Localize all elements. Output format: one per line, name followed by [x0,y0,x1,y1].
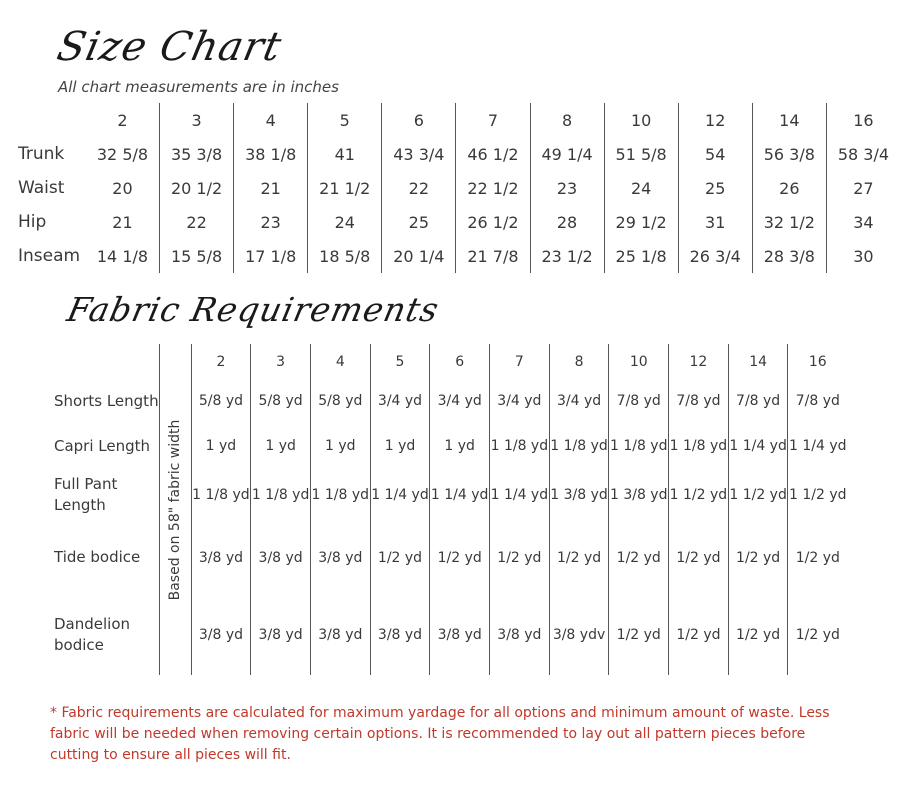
fabric-header-corner [54,344,159,380]
size-cell: 23 [530,171,604,205]
fabric-cell: 1 1/8 yd [251,470,311,520]
size-header-cell: 16 [826,103,900,137]
fabric-cell: 3/8 ydv [549,595,609,675]
fabric-row-label-line: Dandelion [54,615,131,633]
fabric-cell: 1/2 yd [609,595,669,675]
fabric-cell: 1 1/4 yd [788,422,847,470]
fabric-width-note-cell [159,344,191,675]
fabric-cell: 5/8 yd [310,380,370,422]
fabric-requirements-table [54,344,847,675]
fabric-cell: 1/2 yd [728,520,788,595]
size-cell: 28 3/8 [752,239,826,273]
size-cell: 25 [678,171,752,205]
size-cell: 21 [112,212,133,232]
size-header-row [18,103,900,137]
fabric-cell: 1 yd [310,422,370,470]
size-cell: 43 3/4 [382,137,456,171]
fabric-cell: 3/8 yd [191,595,251,675]
size-cell: 58 3/4 [826,137,900,171]
fabric-header-cell: 4 [310,344,370,380]
fabric-cell: 1/2 yd [430,520,490,595]
fabric-cell: 7/8 yd [728,380,788,422]
fabric-cell: 3/8 yd [310,595,370,675]
fabric-cell: 1/2 yd [669,595,729,675]
size-cell: 21 7/8 [456,239,530,273]
fabric-cell: 3/4 yd [430,380,490,422]
fabric-row-label-line: Tide bodice [54,548,141,566]
fabric-cell: 1 1/8 yd [669,422,729,470]
fabric-cell: 3/8 yd [310,520,370,595]
fabric-row-label [54,470,159,520]
fabric-cell: 7/8 yd [609,380,669,422]
size-cell: 15 5/8 [160,239,234,273]
fabric-cell: 1 1/4 yd [490,470,550,520]
size-cell: 24 [308,205,382,239]
size-cell: 23 [234,205,308,239]
fabric-cell: 3/4 yd [370,380,430,422]
size-cell: 23 1/2 [530,239,604,273]
fabric-cell: 1 1/8 yd [191,470,251,520]
size-header-cell: 2 [117,110,128,130]
fabric-header-cell: 2 [191,344,251,380]
fabric-cell: 1 yd [430,422,490,470]
size-cell: 31 [678,205,752,239]
fabric-cell: 3/4 yd [490,380,550,422]
fabric-header-cell: 12 [669,344,729,380]
size-cell: 20 [112,178,133,198]
fabric-cell: 1 1/2 yd [728,470,788,520]
size-cell: 28 [530,205,604,239]
size-cell: 24 [604,171,678,205]
fabric-cell: 1 yd [191,422,251,470]
size-cell: 51 5/8 [604,137,678,171]
size-header-cell: 8 [530,103,604,137]
fabric-header-cell: 6 [430,344,490,380]
size-cell: 30 [826,239,900,273]
size-cell: 32 5/8 [96,144,149,164]
size-cell: 22 [382,171,456,205]
fabric-cell: 1 yd [251,422,311,470]
fabric-cell: 1/2 yd [669,520,729,595]
fabric-cell: 1/2 yd [788,595,847,675]
fabric-width-note: Based on 58" fabric width [167,419,184,600]
size-row-label: Waist [18,178,65,198]
fabric-cell: 1/2 yd [490,520,550,595]
size-cell: 21 1/2 [308,171,382,205]
size-cell: 25 [382,205,456,239]
fabric-cell: 1/2 yd [370,520,430,595]
fabric-row-label-line: Length [54,496,106,514]
size-row-label: Hip [18,212,47,232]
fabric-row-label [54,422,159,470]
size-header-cell: 7 [456,103,530,137]
fabric-cell: 5/8 yd [251,380,311,422]
fabric-cell: 1 3/8 yd [549,470,609,520]
size-header-corner [18,103,86,137]
size-cell: 54 [678,137,752,171]
size-cell: 26 1/2 [456,205,530,239]
fabric-header-cell: 16 [788,344,847,380]
fabric-requirements-title: Fabric Requirements [63,290,443,329]
size-cell: 17 1/8 [234,239,308,273]
size-cell: 49 1/4 [530,137,604,171]
size-cell: 20 1/2 [160,171,234,205]
size-chart-table [18,103,900,273]
fabric-cell: 3/8 yd [490,595,550,675]
fabric-cell: 3/8 yd [251,520,311,595]
size-row [18,171,900,205]
fabric-header-cell: 14 [728,344,788,380]
fabric-cell: 1 yd [370,422,430,470]
size-cell: 26 [752,171,826,205]
size-cell: 38 1/8 [234,137,308,171]
fabric-note: * Fabric requirements are calculated for maximum yardage for all options and minimum amount of waste. Less fabric will be needed when removing certain options. It is recommended to lay out all pattern pieces before cutting to ensure all pieces will fit. [50,705,830,763]
fabric-row-label-line: Shorts Length [54,391,159,410]
size-cell: 22 1/2 [456,171,530,205]
fabric-row-label [54,595,159,675]
size-cell: 29 1/2 [604,205,678,239]
fabric-row-label-line: Full Pant [54,475,118,493]
size-cell: 26 3/4 [678,239,752,273]
fabric-cell: 5/8 yd [191,380,251,422]
size-row-label: Inseam [18,246,81,266]
fabric-cell: 1/2 yd [788,520,847,595]
fabric-cell: 1 1/4 yd [370,470,430,520]
fabric-header-cell: 5 [370,344,430,380]
fabric-cell: 1 1/8 yd [549,422,609,470]
fabric-header-cell: 7 [490,344,550,380]
size-header-cell: 3 [160,103,234,137]
fabric-cell: 1 1/2 yd [788,470,847,520]
size-header-cell: 12 [678,103,752,137]
fabric-cell: 1 1/8 yd [609,422,669,470]
size-cell: 32 1/2 [752,205,826,239]
fabric-cell: 1/2 yd [609,520,669,595]
fabric-row-label [54,520,159,595]
size-header-cell: 14 [752,103,826,137]
fabric-cell: 1 1/2 yd [669,470,729,520]
size-chart-subtitle: All chart measurements are in inches [58,78,339,96]
size-cell: 46 1/2 [456,137,530,171]
size-cell: 41 [308,137,382,171]
size-cell: 35 3/8 [160,137,234,171]
size-cell: 25 1/8 [604,239,678,273]
fabric-cell: 3/8 yd [251,595,311,675]
fabric-cell: 7/8 yd [788,380,847,422]
fabric-cell: 1/2 yd [549,520,609,595]
size-row-label: Trunk [18,144,65,164]
fabric-header-cell: 10 [609,344,669,380]
size-header-cell: 4 [234,103,308,137]
fabric-header-cell: 8 [549,344,609,380]
size-row [18,205,900,239]
fabric-cell: 1 3/8 yd [609,470,669,520]
fabric-row-label-line: bodice [54,636,104,654]
size-header-cell: 5 [308,103,382,137]
size-cell: 27 [826,171,900,205]
size-header-cell: 6 [382,103,456,137]
fabric-row-label-line: Capri Length [54,436,151,455]
size-cell: 20 1/4 [382,239,456,273]
size-header-cell: 10 [604,103,678,137]
size-cell: 56 3/8 [752,137,826,171]
fabric-header-cell: 3 [251,344,311,380]
size-row [18,137,900,171]
fabric-cell: 3/4 yd [549,380,609,422]
size-chart-title: Size Chart [53,24,286,70]
fabric-cell: 1 1/4 yd [430,470,490,520]
size-cell: 14 1/8 [96,246,149,266]
fabric-cell: 1 1/8 yd [490,422,550,470]
fabric-header-row [54,344,847,380]
size-cell: 18 5/8 [308,239,382,273]
fabric-cell: 1 1/4 yd [728,422,788,470]
size-cell: 22 [160,205,234,239]
fabric-cell: 3/8 yd [430,595,490,675]
fabric-row-label [54,380,159,422]
fabric-cell: 3/8 yd [370,595,430,675]
fabric-cell: 3/8 yd [191,520,251,595]
fabric-cell: 1/2 yd [728,595,788,675]
size-cell: 21 [234,171,308,205]
size-row [18,239,900,273]
fabric-cell: 1 1/8 yd [310,470,370,520]
fabric-cell: 7/8 yd [669,380,729,422]
size-cell: 34 [826,205,900,239]
